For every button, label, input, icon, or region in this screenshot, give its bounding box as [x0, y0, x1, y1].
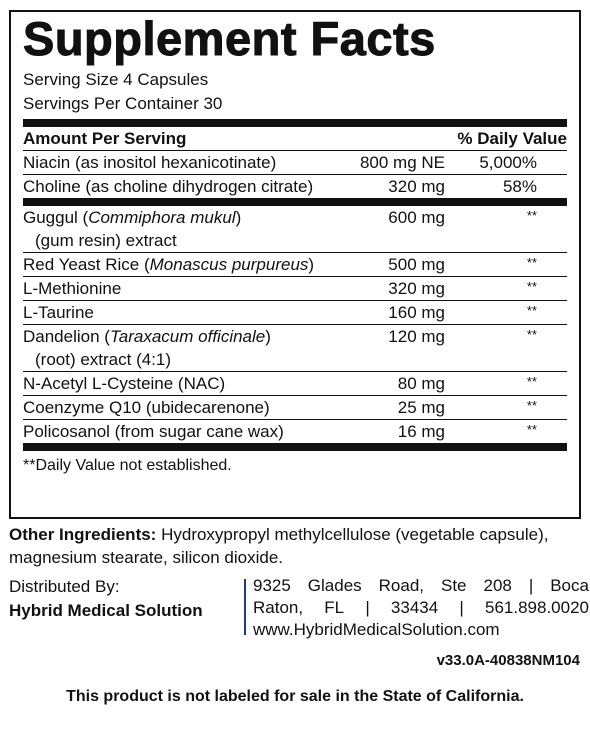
table-row [23, 175, 567, 198]
ingredient-amount: 800 mg NE [359, 153, 445, 172]
other-ingredients-label: Other Ingredients: [9, 525, 157, 544]
ingredient-daily-value: ** [526, 255, 537, 270]
ingredient-daily-value: ** [526, 327, 537, 342]
ingredient-name: L-Methionine [23, 279, 122, 298]
header-daily-value: % Daily Value [457, 129, 567, 148]
table-header [23, 127, 567, 151]
address-word: Boca [550, 576, 589, 595]
address-word: | [365, 598, 370, 617]
ingredient-name: Red Yeast Rice (Monascus purpureus) [23, 255, 315, 274]
address-line-1 [253, 575, 589, 597]
ingredient-daily-value: ** [526, 398, 537, 413]
address-word: Ste [440, 576, 467, 595]
address-word: 561.898.0020 [485, 598, 589, 617]
ingredient-amount: 160 mg [388, 303, 445, 322]
table-row [23, 301, 567, 325]
divider-bar [244, 579, 246, 635]
table-row [23, 420, 567, 443]
address-word: 33434 [390, 598, 439, 617]
ingredient-daily-value: ** [526, 208, 537, 223]
ingredient-daily-value: ** [526, 279, 537, 294]
ingredient-subtext: (gum resin) extract [35, 231, 177, 250]
ingredient-amount: 80 mg [397, 374, 445, 393]
california-notice: This product is not labeled for sale in the State of California. [66, 688, 524, 705]
footnote: **Daily Value not established. [23, 457, 232, 474]
version-code: v33.0A-40838NM104 [436, 652, 580, 669]
website: www.HybridMedicalSolution.com [253, 620, 500, 639]
servings-per-container: Servings Per Container 30 [23, 94, 223, 113]
ingredient-amount: 600 mg [388, 208, 445, 227]
ingredient-amount: 320 mg [388, 279, 445, 298]
address-word: | [459, 598, 464, 617]
other-ingredients-text: Hydroxypropyl methylcellulose (vegetable capsule), magnesium stearate, silicon dioxide. [9, 525, 549, 567]
ingredient-amount: 500 mg [388, 255, 445, 274]
thick-divider [23, 119, 567, 127]
address-word: FL [324, 598, 345, 617]
distributor-block [9, 573, 587, 643]
address-word: 208 [483, 576, 512, 595]
ingredient-daily-value: ** [526, 303, 537, 318]
serving-size: Serving Size 4 Capsules [23, 70, 209, 89]
ingredient-name: Choline (as choline dihydrogen citrate) [23, 177, 314, 196]
distributed-by-label: Distributed By: [9, 577, 120, 596]
ingredient-name: Niacin (as inositol hexanicotinate) [23, 153, 277, 172]
table-row [23, 253, 567, 277]
table-row [23, 151, 567, 175]
address-line-2 [253, 597, 589, 619]
ingredient-amount: 120 mg [388, 327, 445, 346]
table-row [23, 206, 567, 253]
table-row [23, 277, 567, 301]
ingredient-amount: 320 mg [388, 177, 445, 196]
ingredient-daily-value: 58% [502, 177, 537, 196]
address-word: Glades [307, 576, 362, 595]
ingredient-name: Coenzyme Q10 (ubidecarenone) [23, 398, 270, 417]
ingredient-name: Policosanol (from sugar cane wax) [23, 422, 284, 441]
company-name: Hybrid Medical Solution [9, 601, 203, 620]
table-row [23, 396, 567, 420]
group-vitamins [23, 151, 567, 198]
ingredient-name: N-Acetyl L-Cysteine (NAC) [23, 374, 226, 393]
ingredient-name: L-Taurine [23, 303, 94, 322]
ingredient-amount: 25 mg [397, 398, 445, 417]
thick-divider [23, 443, 567, 451]
ingredient-subtext: (root) extract (4:1) [35, 350, 172, 369]
group-other-ingredients [23, 206, 567, 443]
address-word: | [528, 576, 534, 595]
address-word: 9325 [253, 576, 291, 595]
supplement-facts-panel [9, 10, 581, 519]
other-ingredients [9, 523, 587, 569]
panel-title: Supplement Facts [23, 12, 436, 65]
address-word: Raton, [253, 598, 304, 617]
ingredient-name: Dandelion (Taraxacum officinale) (root) extract (4:1) [23, 325, 333, 371]
ingredient-daily-value: ** [526, 422, 537, 437]
header-amount: Amount Per Serving [23, 129, 187, 148]
ingredient-daily-value: 5,000% [479, 153, 537, 172]
ingredient-name: Guggul (Commiphora mukul) (gum resin) extract [23, 206, 333, 252]
address-word: Road, [378, 576, 425, 595]
table-row [23, 372, 567, 396]
ingredient-daily-value: ** [526, 374, 537, 389]
table-row [23, 325, 567, 372]
ingredient-amount: 16 mg [397, 422, 445, 441]
